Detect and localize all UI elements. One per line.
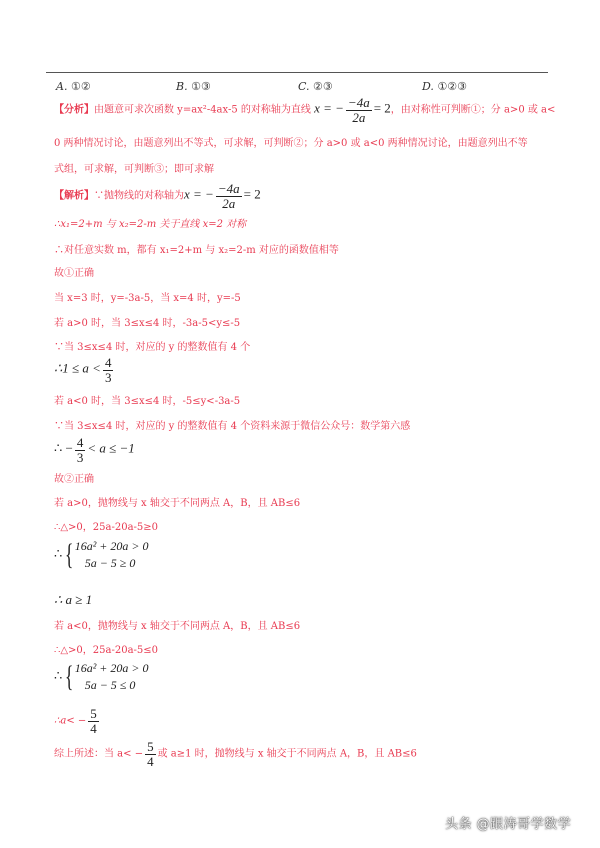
solution-line-18: ∴△>0，25a-20a-5≤0 bbox=[54, 645, 159, 656]
summary-text: 或 a≥1 时，抛物线与 x 轴交于不同两点 A，B，且 AB≤6 bbox=[157, 748, 417, 760]
solution-line-9: 若 a<0 时，当 3≤x≤4 时，-5≤y<-3a-5 bbox=[54, 396, 241, 407]
option-letter: A. bbox=[56, 80, 68, 93]
solution-line-5: 当 x=3 时，y=-3a-5，当 x=4 时，y=-5 bbox=[54, 293, 241, 304]
option-a bbox=[56, 80, 91, 93]
solution-line-10: ∵当 3≤x≤4 时，对应的 y 的整数值有 4 个资料来源于微信公众号：数学第六感 bbox=[54, 421, 411, 432]
option-value: ①② bbox=[70, 80, 91, 93]
option-letter: C. bbox=[298, 80, 310, 93]
numerator: 5 bbox=[90, 706, 97, 721]
summary-text: 综上所述：当 a< − bbox=[54, 748, 144, 760]
therefore-symbol: ∴ bbox=[54, 545, 63, 561]
system-row: 16a² + 20a > 0 bbox=[74, 539, 149, 553]
math-expr: ∴ a ≥ 1 bbox=[54, 592, 93, 607]
brace-icon: { bbox=[65, 660, 74, 694]
therefore-symbol: ∴ bbox=[54, 667, 63, 683]
option-letter: B. bbox=[176, 80, 188, 93]
solution-tag: 【解析】 bbox=[54, 190, 94, 202]
option-b bbox=[176, 80, 211, 93]
numerator: −4a bbox=[217, 181, 240, 196]
analysis-tag: 【分析】 bbox=[54, 104, 94, 116]
solution-line-2: ∴x₁=2+m 与 x₂=2-m 关于直线 x=2 对称 bbox=[54, 219, 247, 230]
denominator: 4 bbox=[90, 720, 97, 736]
inequality-system bbox=[75, 660, 149, 695]
denominator: 3 bbox=[76, 449, 84, 465]
option-value: ②③ bbox=[313, 80, 333, 93]
solution-line-19 bbox=[54, 660, 148, 695]
fraction bbox=[103, 356, 114, 384]
option-c bbox=[298, 80, 333, 93]
solution-line-8 bbox=[54, 356, 115, 384]
watermark: 头条 @跟涛哥学数学 bbox=[445, 817, 572, 832]
math-expr: ∴1 ≤ a < bbox=[54, 360, 101, 376]
fraction bbox=[145, 740, 156, 768]
denominator: 3 bbox=[104, 369, 112, 385]
solution-line-21 bbox=[54, 740, 417, 768]
option-letter: D. bbox=[422, 80, 434, 93]
solution-line-6: 若 a>0 时，当 3≤x≤4 时，-3a-5<y≤-5 bbox=[54, 318, 241, 329]
fraction bbox=[216, 182, 242, 210]
math-expr: = 2 bbox=[373, 100, 391, 116]
option-value: ①②③ bbox=[437, 80, 468, 93]
math-expr: x = − bbox=[184, 186, 214, 202]
system-row: 5a − 5 ≥ 0 bbox=[84, 556, 136, 571]
solution-line-3: ∴对任意实数 m，都有 x₁=2+m 与 x₂=2-m 对应的函数值相等 bbox=[54, 245, 339, 256]
fraction bbox=[88, 707, 99, 735]
denominator: 2a bbox=[222, 195, 236, 211]
solution-line-14: ∴△>0，25a-20a-5≥0 bbox=[54, 522, 159, 533]
math-expr: ∴ − bbox=[54, 440, 73, 456]
analysis-text: 由题意可求次函数 y=ax²-4ax-5 的对称轴为直线 bbox=[94, 104, 311, 116]
math-expr: = 2 bbox=[243, 186, 261, 202]
brace-icon: { bbox=[65, 538, 74, 572]
numerator: 5 bbox=[147, 739, 154, 754]
solution-line-15 bbox=[54, 538, 148, 573]
numerator: 4 bbox=[104, 355, 112, 370]
denominator: 4 bbox=[147, 753, 154, 769]
inequality-system bbox=[75, 538, 149, 573]
system-row: 16a² + 20a > 0 bbox=[74, 661, 149, 675]
fraction bbox=[75, 436, 86, 464]
option-d bbox=[422, 80, 467, 93]
solution-line-17: 若 a<0，抛物线与 x 轴交于不同两点 A，B，且 AB≤6 bbox=[54, 621, 301, 632]
math-expr: ∴a< − bbox=[54, 715, 87, 727]
solution-line-13: 若 a>0，抛物线与 x 轴交于不同两点 A，B，且 AB≤6 bbox=[54, 498, 301, 509]
solution-line-16 bbox=[54, 592, 92, 608]
fraction bbox=[346, 96, 372, 124]
option-value: ①③ bbox=[191, 80, 211, 93]
solution-line-20 bbox=[54, 707, 101, 735]
math-expr: < a ≤ −1 bbox=[87, 440, 135, 456]
analysis-line-3: 式组，可求解，可判断③；即可求解 bbox=[54, 164, 214, 175]
solution-line-4: 故①正确 bbox=[54, 268, 94, 279]
solution-line-12: 故②正确 bbox=[54, 474, 94, 485]
solution-line-11 bbox=[54, 436, 135, 464]
numerator: 4 bbox=[76, 435, 84, 450]
denominator: 2a bbox=[352, 109, 366, 125]
solution-line-1 bbox=[54, 182, 261, 210]
math-expr: x = − bbox=[314, 100, 344, 116]
analysis-line-1 bbox=[54, 96, 555, 124]
analysis-text: ，由对称性可判断①；分 a>0 或 a< bbox=[390, 104, 556, 116]
solution-text: ∵抛物线的对称轴为 bbox=[94, 190, 184, 202]
analysis-line-2: 0 两种情况讨论，由题意列出不等式，可求解，可判断②；分 a>0 或 a<0 两种情况讨论，由题意列出不等 bbox=[54, 138, 528, 149]
numerator: −4a bbox=[347, 95, 370, 110]
top-divider bbox=[46, 72, 548, 73]
solution-line-7: ∵当 3≤x≤4 时，对应的 y 的整数值有 4 个 bbox=[54, 342, 251, 353]
system-row: 5a − 5 ≤ 0 bbox=[84, 678, 136, 693]
